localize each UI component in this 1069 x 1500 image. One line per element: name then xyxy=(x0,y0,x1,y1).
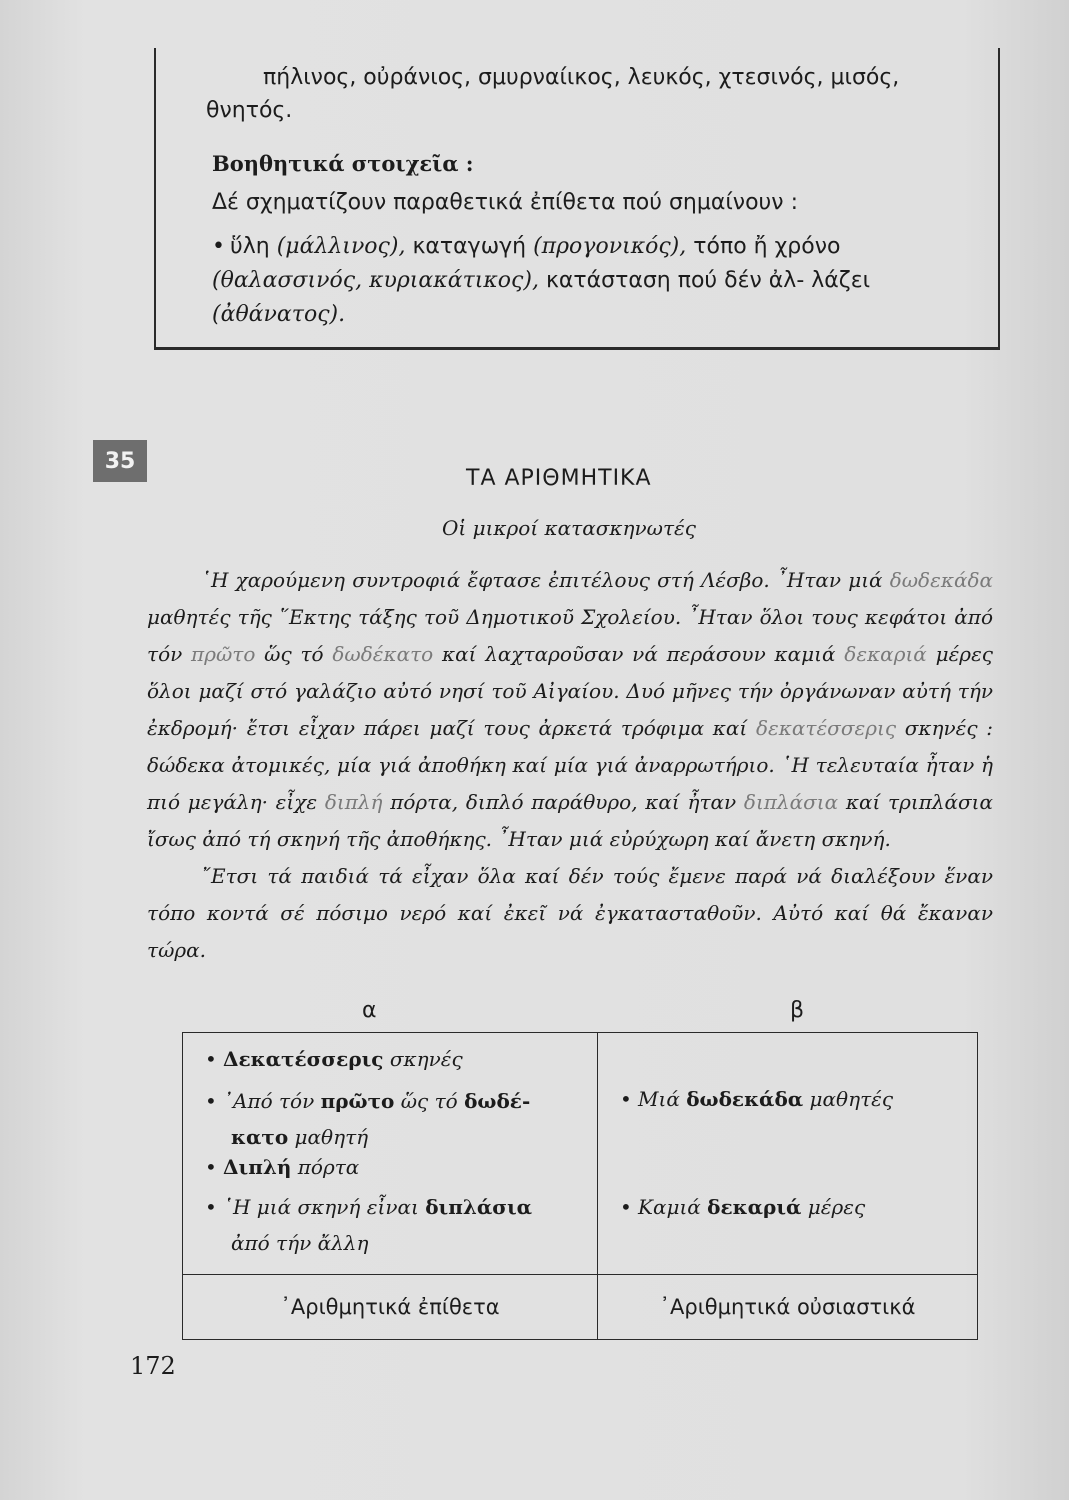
table-cell-adjectives xyxy=(183,1033,598,1275)
story-span: καί λαχταροῦσαν νά περάσουν καμιά xyxy=(433,642,845,666)
table-item: • ῾Η μιά σκηνή εἶναι διπλάσια ἀπό τήν ἄλλη xyxy=(205,1195,533,1255)
story-paragraph-2: ῎Ετσι τά παιδιά τά εἶχαν ὅλα καί δέν τούς ἔμενε παρά νά διαλέξουν ἕναν τόπο κοντά σέ πόσιμο νερό καί ἐκεῖ νά ἐγκατασταθοῦν. Αὐτό καί θά ἔκαναν τώρα. xyxy=(147,864,993,962)
table-item: • Διπλή πόρτα xyxy=(205,1155,360,1179)
numeral-word: διπλάσια xyxy=(743,790,839,814)
numeral-word: δωδεκάδα xyxy=(889,568,993,592)
numerals-table xyxy=(182,1032,978,1340)
auxiliary-intro: Δέ σχηματίζουν παραθετικά ἐπίθετα πού σημαίνουν : xyxy=(212,190,798,215)
story-span: σκηνές : δώδεκα ἀτομικές, μία γιά ἀποθήκη καί μία γιά ἀναρρωτήριο. ῾Η τελευταία ἦταν ἡ πιό μεγάλη· εἶχε xyxy=(147,716,993,814)
bullet-text-3: τόπο ἤ χρόνο xyxy=(686,234,841,259)
numeral-word: διπλή xyxy=(324,790,383,814)
story-span: πόρτα, διπλό παράθυρο, καί ἦταν xyxy=(382,790,744,814)
examples-line-1: πήλινος, οὐράνιος, σμυρναίικος, λευκός, χτεσινός, μισός, xyxy=(263,65,900,90)
story-paragraph-1 xyxy=(147,562,993,858)
table-item: • Δεκατέσσερις σκηνές xyxy=(205,1047,463,1071)
numeral-word: δεκατέσσερις xyxy=(755,716,897,740)
bullet-example-2: (προγονικός), xyxy=(533,234,687,259)
table-item: • Μιά δωδεκάδα μαθητές xyxy=(620,1087,894,1111)
numeral-word: δεκαριά xyxy=(844,642,927,666)
story-span: μαθητές τῆς ῞Εκτης τάξης τοῦ Δημοτικοῦ Σχολείου. ῏Ηταν ὅλοι τους κεφάτοι ἀπό τόν xyxy=(147,605,993,666)
numeral-word: πρῶτο xyxy=(191,642,256,666)
auxiliary-info-box xyxy=(154,48,1000,350)
table-item: • ᾿Από τόν πρῶτο ὥς τό δωδέ- κατο μαθητή xyxy=(205,1089,531,1149)
auxiliary-bullet xyxy=(212,230,972,332)
column-label-b: β xyxy=(790,998,805,1023)
table-item: • Καμιά δεκαριά μέρες xyxy=(620,1195,866,1219)
story-span: ὥς τό xyxy=(255,642,333,666)
bullet-text-4: κατάσταση πού δέν ἀλ- λάζει xyxy=(538,268,871,293)
lesson-title: ΤΑ ΑΡΙΘΜΗΤΙΚΑ xyxy=(466,466,652,491)
table-footer-nouns: ᾿Αριθμητικά οὐσιαστικά xyxy=(598,1275,978,1340)
numeral-word: δωδέκατο xyxy=(332,642,434,666)
table-cell-nouns xyxy=(598,1033,978,1275)
story-span: ῾Η χαρούμενη συντροφιά ἔφτασε ἐπιτέλους στή Λέσβο. ῏Ηταν μιά xyxy=(201,568,890,592)
bullet-example-4: (ἀθάνατος). xyxy=(212,302,346,327)
bullet-example-3: (θαλασσινός, κυριακάτικος), xyxy=(212,268,539,293)
bullet-text-2: καταγωγή xyxy=(405,234,534,259)
story-title: Οἱ μικροί κατασκηνωτές xyxy=(442,516,696,540)
story-span: καί τριπλάσια ἴσως ἀπό τή σκηνή τῆς ἀποθήκης. ῏Ηταν μιά εὐρύχωρη καί ἄνετη σκηνή. xyxy=(147,790,994,851)
column-label-a: α xyxy=(362,998,377,1023)
examples-line-2: θνητός. xyxy=(206,98,293,123)
bullet-text-1: ὕλη xyxy=(230,234,277,259)
page-number: 172 xyxy=(130,1352,176,1380)
story-span: μέρες ὅλοι μαζί στό γαλάζιο αὐτό νησί τοῦ Αἰγαίου. Δυό μῆνες τήν ὀργάνωναν αὐτή τήν ἐκδρομή· ἔτσι εἶχαν πάρει μαζί τους ἀρκετά τρόφιμα καί xyxy=(147,642,994,740)
auxiliary-title: Βοηθητικά στοιχεῖα : xyxy=(212,151,474,176)
lesson-number-badge: 35 xyxy=(93,440,147,482)
bullet-dot: • xyxy=(212,234,225,259)
bullet-example-1: (μάλλινος), xyxy=(276,234,406,259)
table-footer-adjectives: ᾿Αριθμητικά ἐπίθετα xyxy=(183,1275,598,1340)
story-text xyxy=(147,562,993,969)
